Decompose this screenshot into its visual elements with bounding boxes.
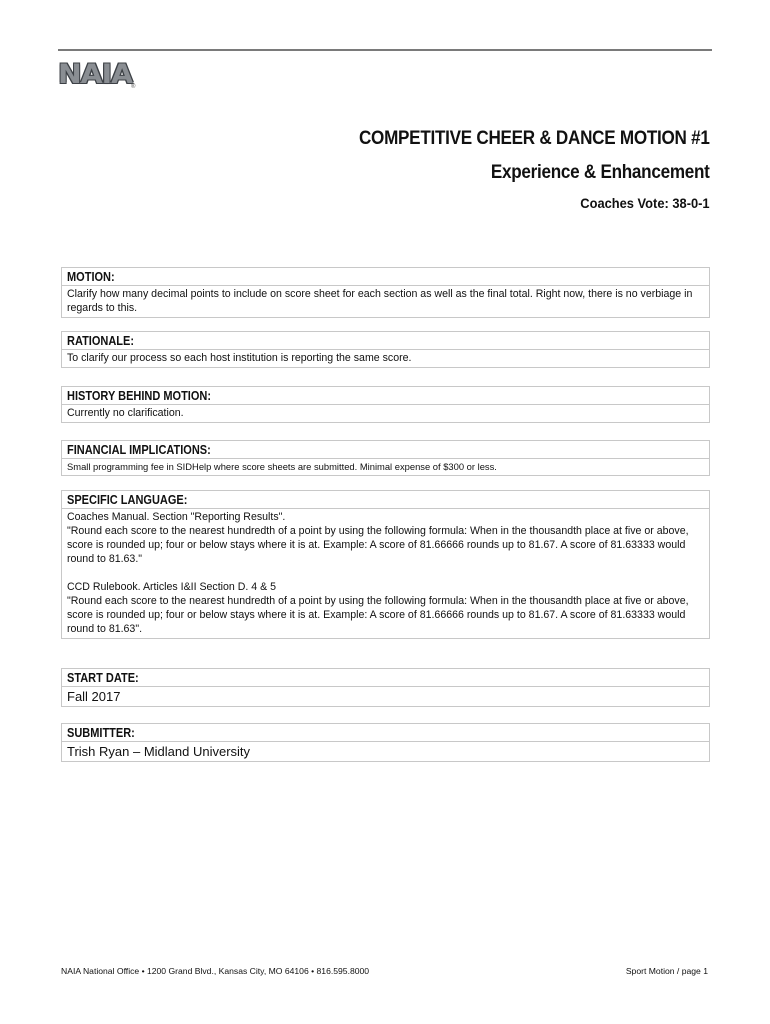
rationale-text: To clarify our process so each host institution is reporting the same score. (67, 352, 412, 364)
submitter-label: SUBMITTER: (67, 726, 135, 740)
footer-address: NAIA National Office • 1200 Grand Blvd., Kansas City, MO 64106 • 816.595.8000 (61, 966, 370, 976)
history-text: Currently no clarification. (67, 407, 184, 419)
coaches-manual-quote: "Round each score to the nearest hundredth of a point by using the following formula: When in the thousandth place at five or above, score is rounded up; four or below stays where it is at. Example: A score of 81.66666 rounds up to 81.67. A score of 81.63333 would round to 81.63." (67, 525, 689, 565)
motion-text: Clarify how many decimal points to include on score sheet for each section as well as the final total. Right now, there is no verbiage in regards to this. (67, 288, 693, 314)
logo-wordmark: NAIA (58, 59, 132, 90)
footer-page-number: Sport Motion / page 1 (625, 966, 708, 976)
motion-section (61, 267, 710, 318)
document-title: COMPETITIVE CHEER & DANCE MOTION #1 (359, 128, 710, 149)
financial-section (61, 440, 710, 476)
ccd-rulebook-reference: CCD Rulebook. Articles I&II Section D. 4 & 5 (67, 581, 277, 593)
specific-language-label: SPECIFIC LANGUAGE: (67, 493, 188, 507)
ccd-rulebook-quote: "Round each score to the nearest hundredth of a point by using the following formula: When in the thousandth place at five or above, score is rounded up; four or below stays where it is at. Example: A score of 81.66666 rounds up to 81.67. A score of 81.63333 would round to 81.63". (67, 595, 689, 635)
start-date-value: Fall 2017 (67, 689, 121, 704)
naia-logo (58, 58, 136, 96)
top-divider (58, 49, 712, 51)
coaches-vote: Coaches Vote: 38-0-1 (580, 195, 710, 211)
rationale-label: RATIONALE: (67, 334, 135, 348)
start-date-section (61, 668, 710, 707)
financial-label: FINANCIAL IMPLICATIONS: (67, 443, 211, 457)
financial-text: Small programming fee in SIDHelp where score sheets are submitted. Minimal expense of $300 or less. (67, 461, 497, 472)
motion-label: MOTION: (67, 270, 115, 284)
submitter-section (61, 723, 710, 762)
title-block (320, 128, 710, 211)
registered-mark: ® (131, 84, 136, 90)
rationale-section (61, 331, 710, 368)
submitter-value: Trish Ryan – Midland University (67, 744, 251, 759)
specific-language-section (61, 490, 710, 639)
coaches-manual-reference: Coaches Manual. Section "Reporting Results". (67, 511, 286, 523)
history-label: HISTORY BEHIND MOTION: (67, 389, 212, 403)
start-date-label: START DATE: (67, 671, 139, 685)
document-subtitle: Experience & Enhancement (491, 162, 710, 183)
history-section (61, 386, 710, 423)
